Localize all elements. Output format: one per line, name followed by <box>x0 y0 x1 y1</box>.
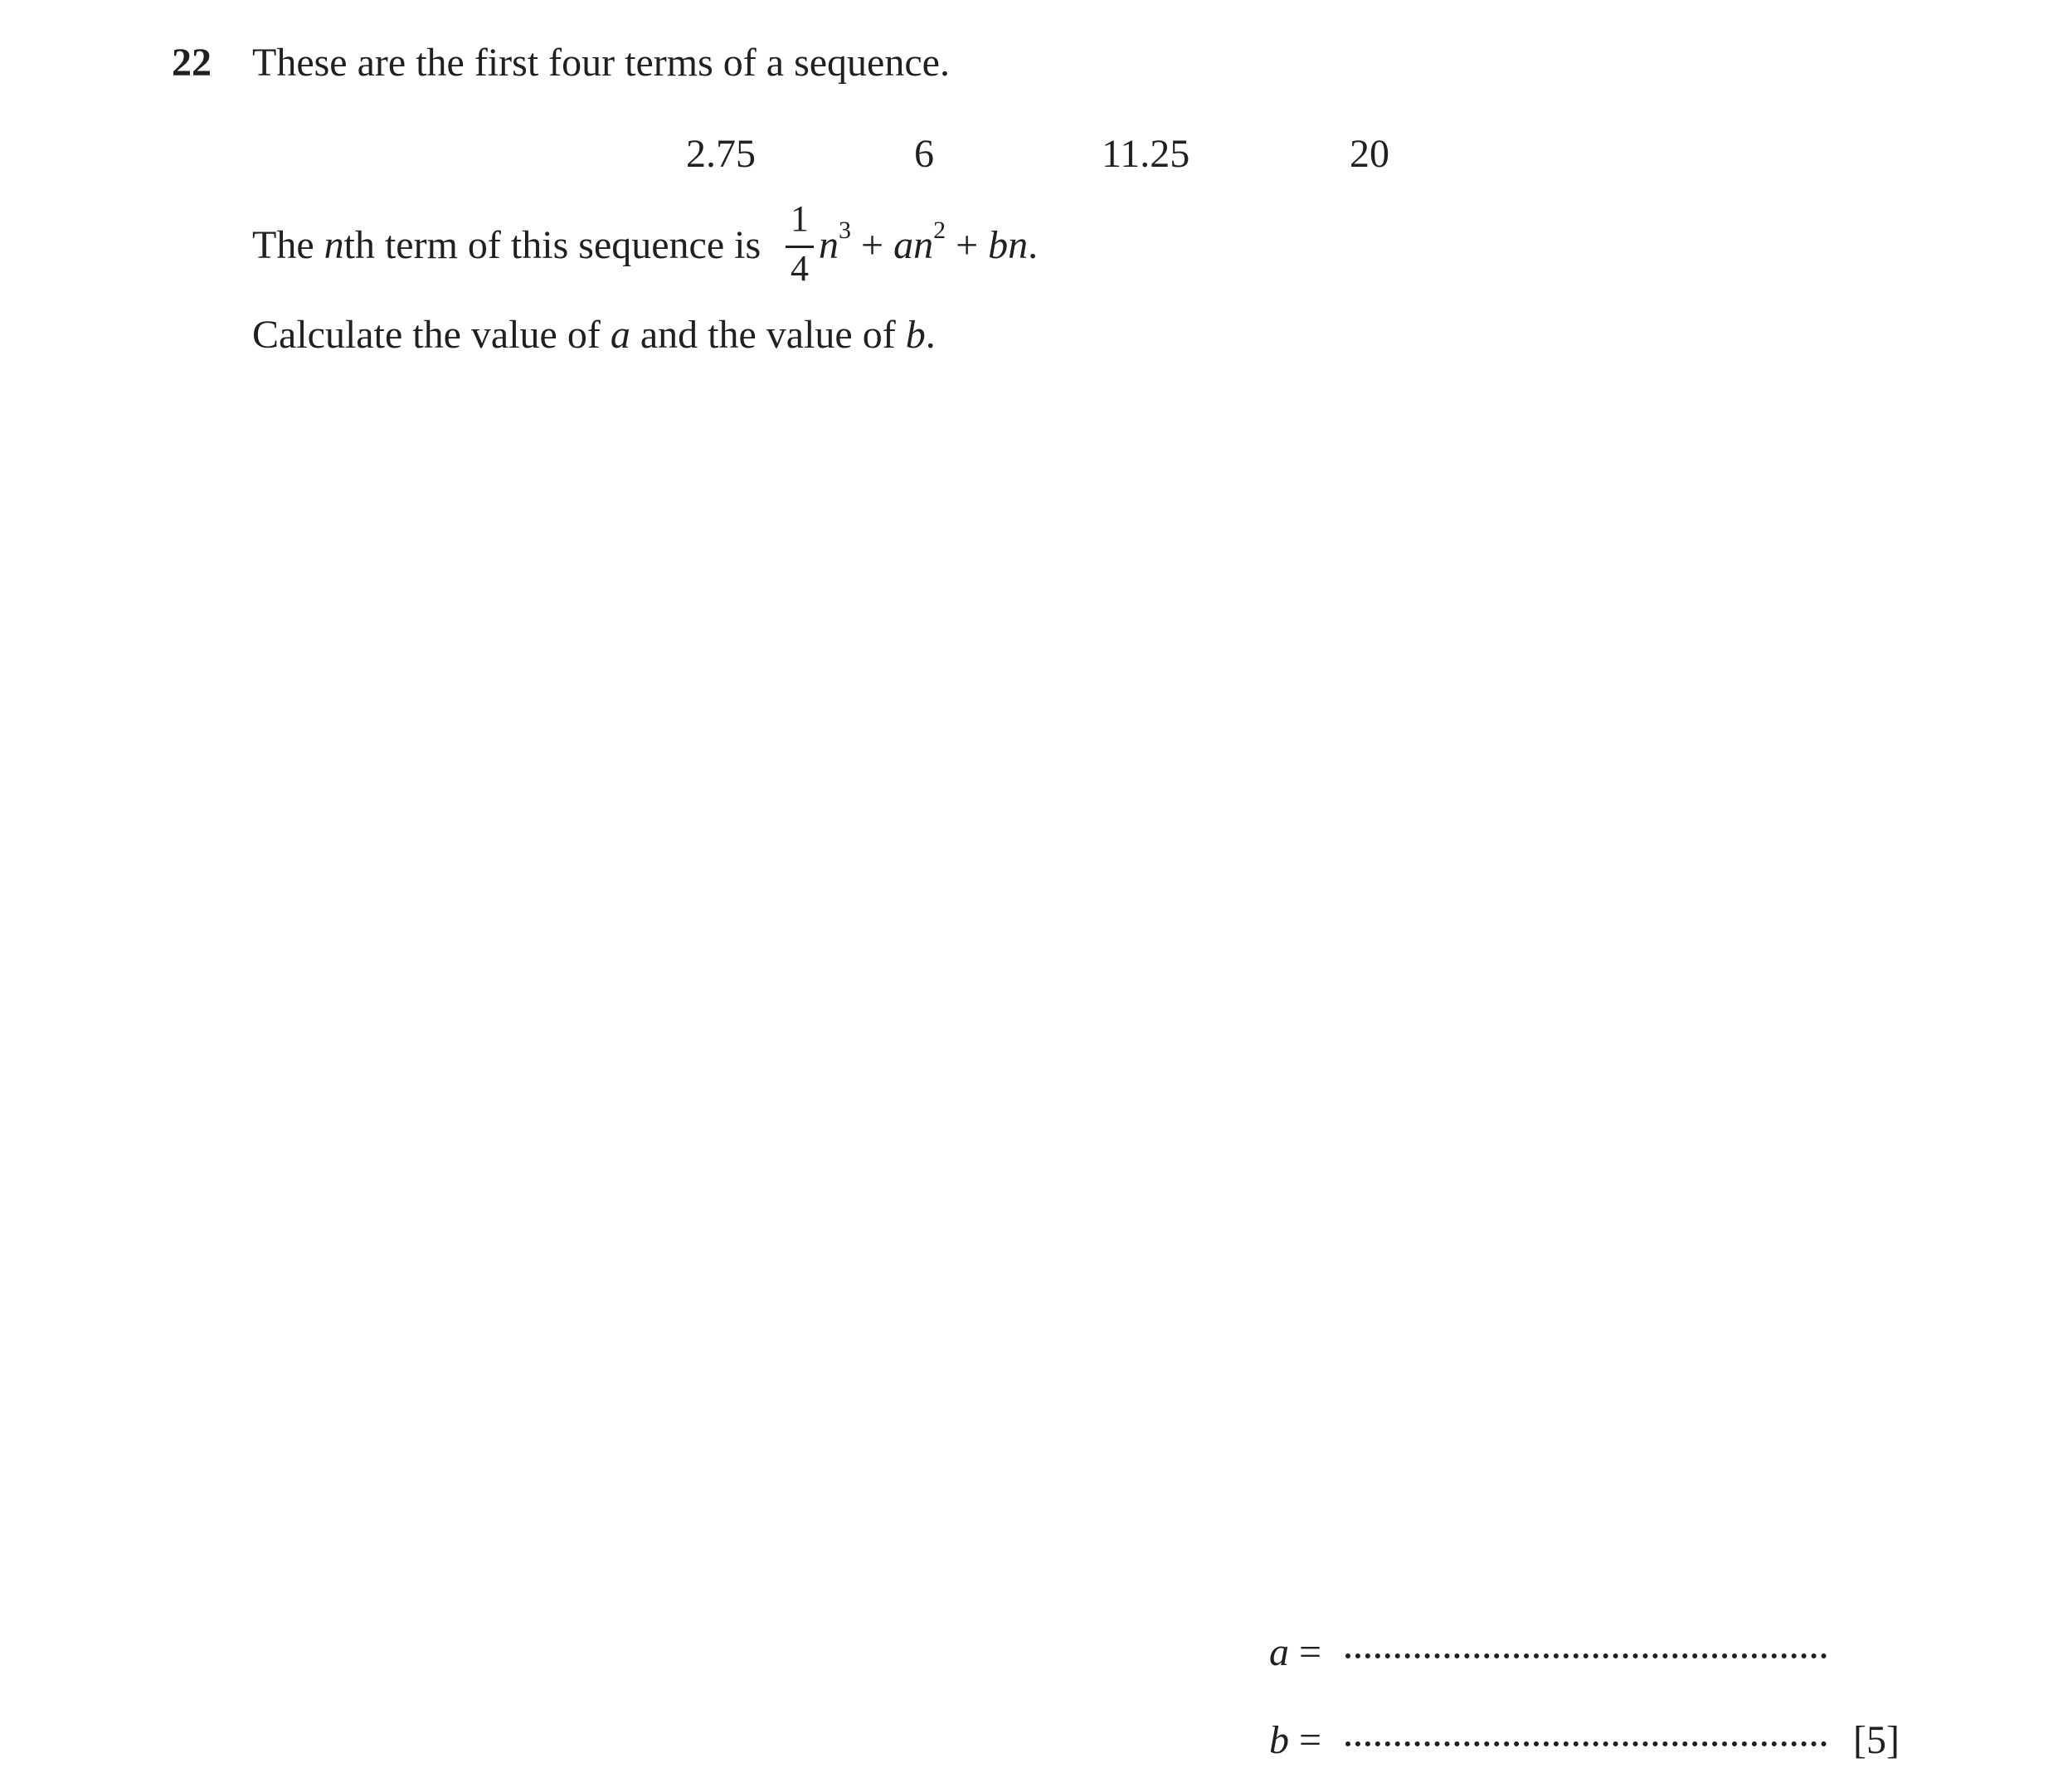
answer-b-line[interactable] <box>1345 1741 1827 1746</box>
answer-b-equals: = <box>1289 1718 1322 1762</box>
answer-a-equals: = <box>1289 1630 1322 1674</box>
nth-variable: n <box>324 223 344 267</box>
calc-end: . <box>925 313 936 357</box>
formula-coef-b: b <box>988 223 1009 267</box>
sequence-term-4: 20 <box>1350 132 1389 176</box>
sequence-term-1: 2.75 <box>686 132 756 176</box>
answer-a-line[interactable] <box>1345 1653 1827 1658</box>
nth-suffix: th term of this sequence is <box>343 223 761 267</box>
formula-expression <box>819 217 1039 275</box>
calc-a-var: a <box>610 313 630 357</box>
sequence-term-2: 6 <box>914 132 934 176</box>
answer-a-var: a <box>1269 1630 1289 1674</box>
question-intro: These are the first four terms of a sequence. <box>252 41 950 85</box>
answer-b-label <box>1269 1716 1321 1765</box>
nth-prefix: The <box>252 223 324 267</box>
nth-term-statement <box>252 221 761 270</box>
answer-b-var: b <box>1269 1718 1289 1762</box>
formula-end: . <box>1028 223 1039 267</box>
formula-plus-2: + <box>946 223 989 267</box>
fraction-numerator: 1 <box>791 198 809 239</box>
formula-n-var: n <box>1008 223 1029 267</box>
marks-label: [5] <box>1853 1718 1900 1762</box>
calc-prefix: Calculate the value of <box>252 313 611 357</box>
answer-a-label <box>1269 1628 1321 1678</box>
formula-n-cubed-var: n <box>819 223 839 267</box>
calculate-instruction <box>252 310 936 360</box>
formula-plus-1: + <box>851 223 894 267</box>
fraction-denominator: 4 <box>791 248 809 289</box>
calc-mid: and the value of <box>630 313 906 357</box>
formula-n-squared-var: n <box>913 223 934 267</box>
formula-exponent-2: 2 <box>933 217 946 244</box>
sequence-term-3: 11.25 <box>1102 132 1190 176</box>
calc-b-var: b <box>905 313 926 357</box>
formula-exponent-3: 3 <box>839 217 851 244</box>
formula-coef-a: a <box>893 223 914 267</box>
question-number: 22 <box>172 41 212 85</box>
